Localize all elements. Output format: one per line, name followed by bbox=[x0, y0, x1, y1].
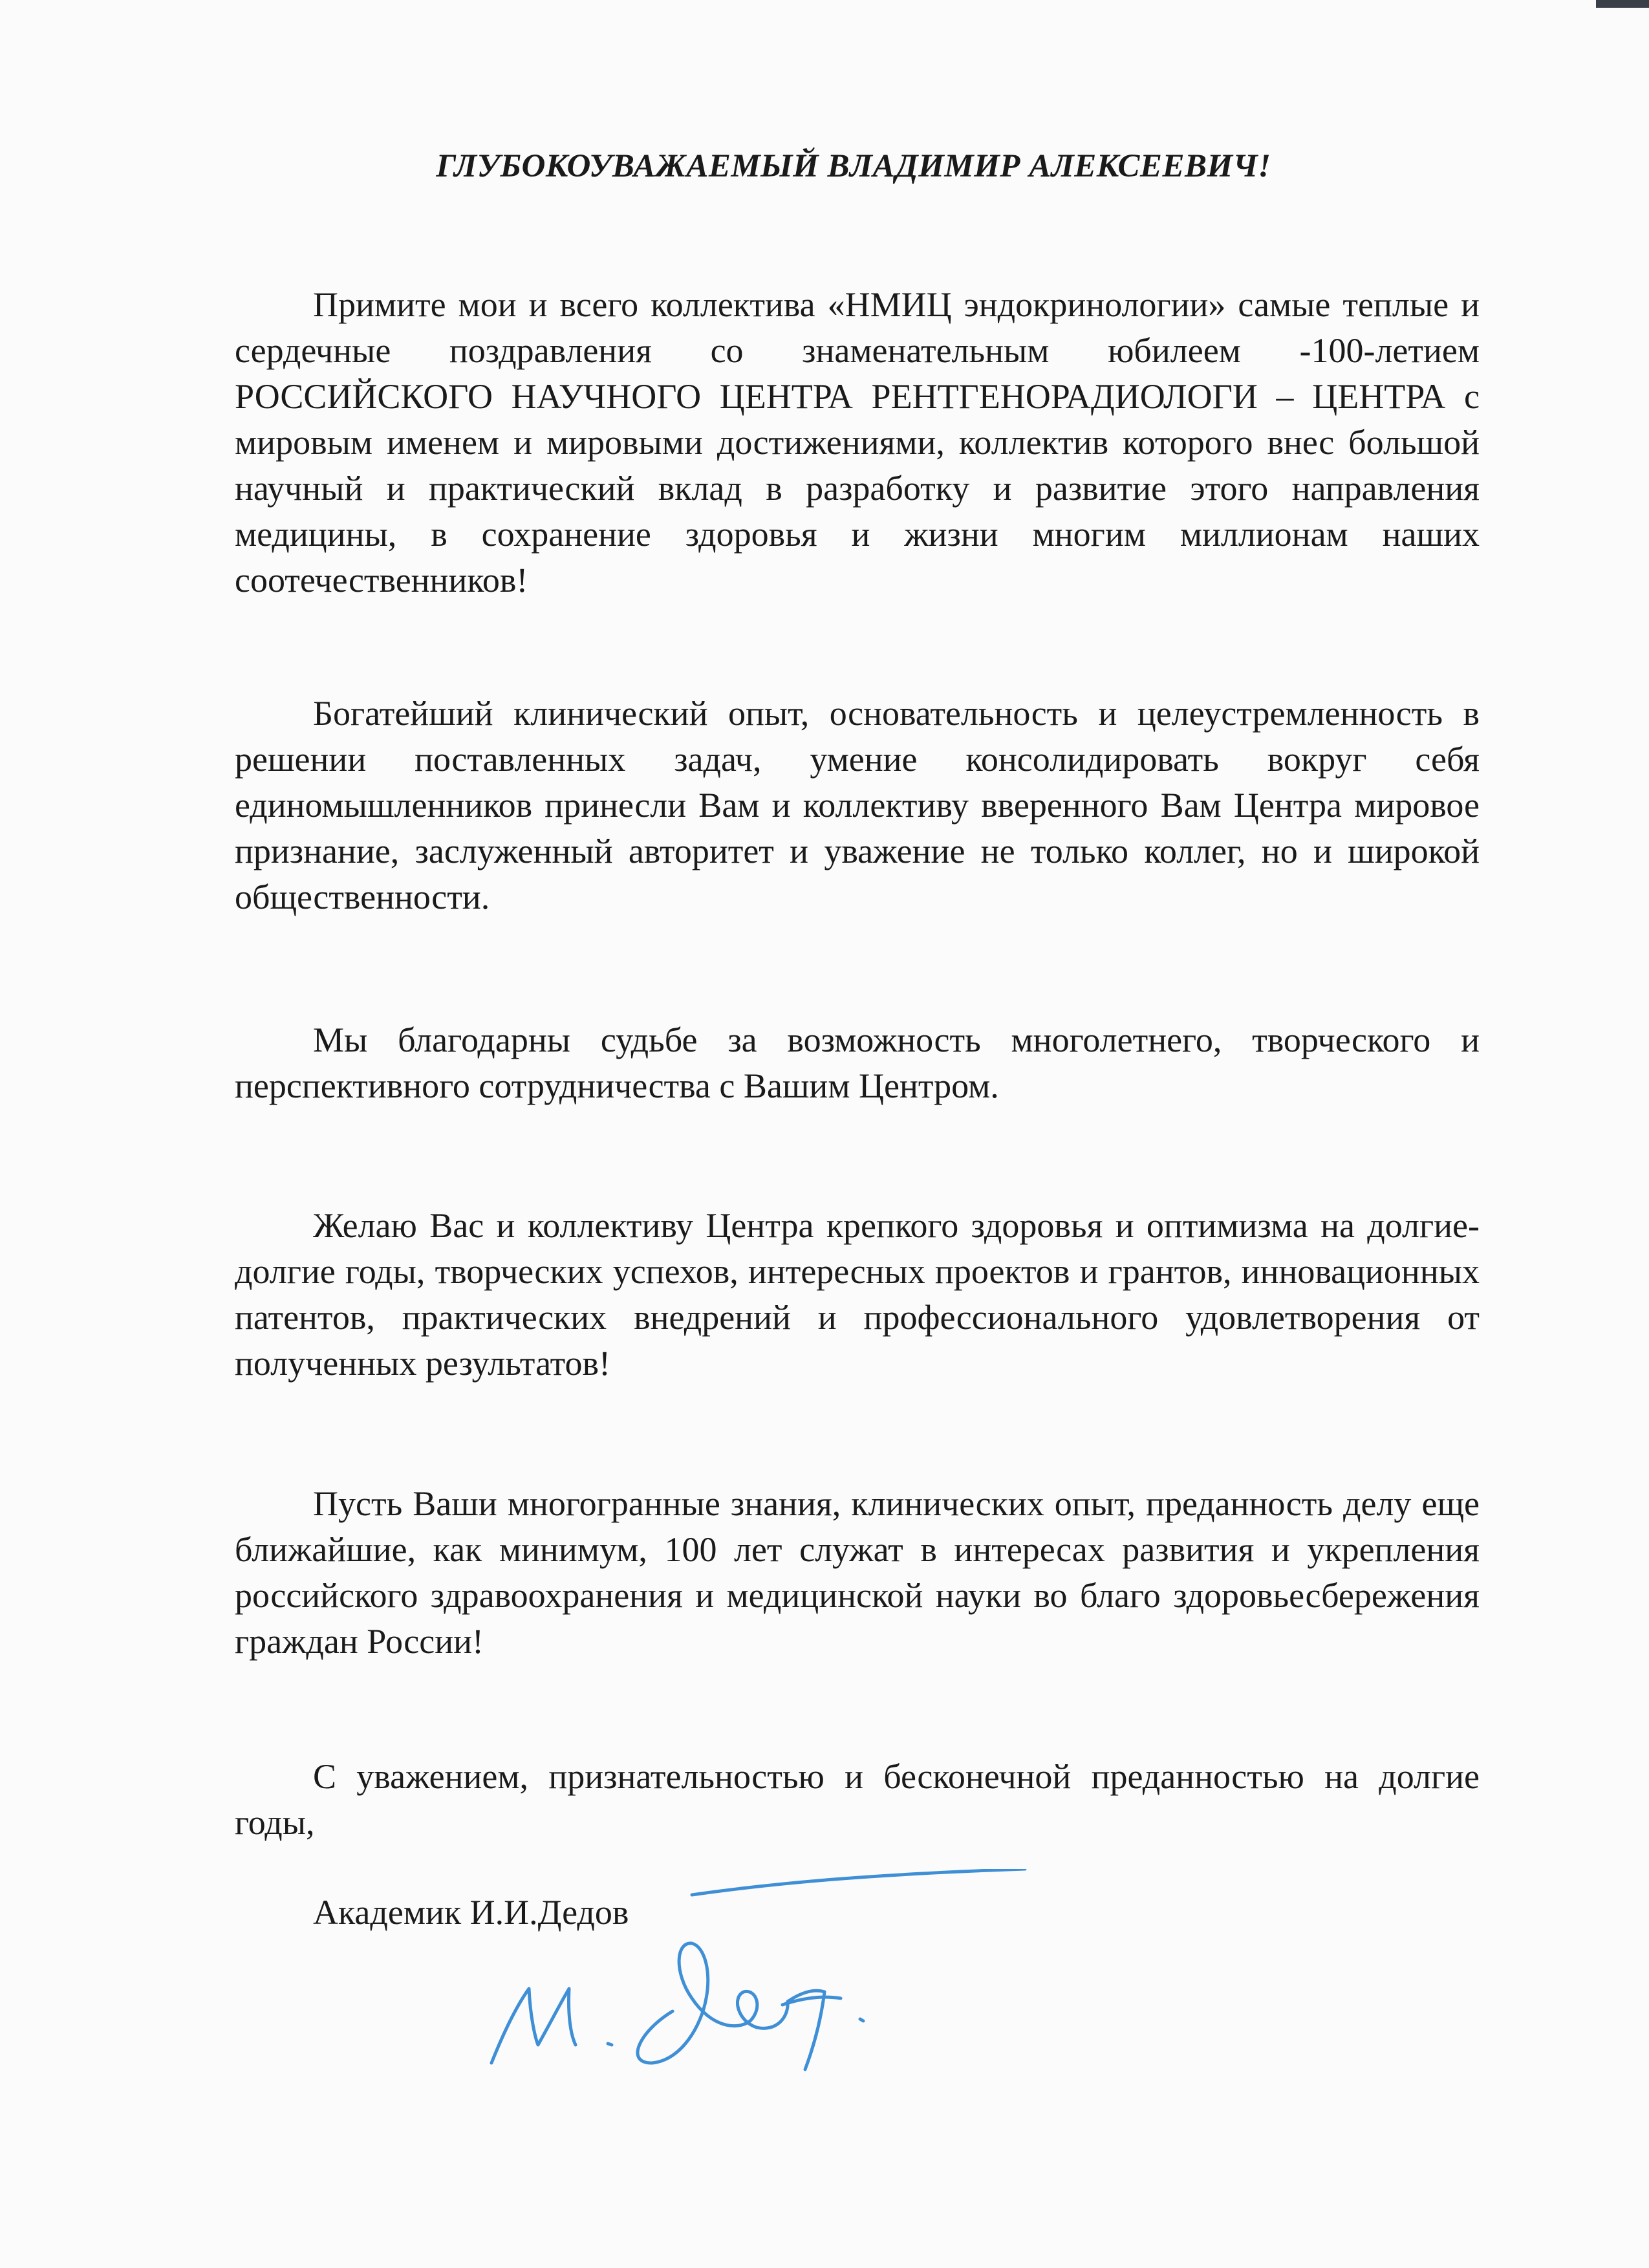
paragraph-congratulations: Примите мои и всего коллектива «НМИЦ эндокринологии» самые теплые и сердечные поздравления со знаменательным юбилеем -100-летием РОССИЙСКОГО НАУЧНОГО ЦЕНТРА РЕНТГЕНОРАДИОЛОГИ – ЦЕНТРА с мировым именем и мировыми достижениями, коллектив которого внес большой научный и практический вклад в разработку и развитие этого направления медицины, в сохранение здоровья и жизни многим миллионам наших соотечественников! bbox=[235, 285, 1480, 599]
handwritten-signature bbox=[479, 1869, 1035, 2089]
paragraph-gratitude: Мы благодарны судьбе за возможность многолетнего, творческого и перспективного сотрудничества с Вашим Центром. bbox=[235, 1021, 1480, 1105]
letter-closing: С уважением, признательностью и бесконечной преданностью на долгие годы, bbox=[235, 1757, 1480, 1842]
paragraph-future: Пусть Ваши многогранные знания, клинических опыт, преданность делу еще ближайшие, как минимум, 100 лет служат в интересах развития и укрепления российского здравоохранения и медицинской науки во благо здоровьесбережения граждан России! bbox=[235, 1484, 1480, 1661]
paragraph-experience: Богатейший клинический опыт, основательность и целеустремленность в решении поставленных задач, умение консолидировать вокруг себя единомышленников принесли Вам и коллективу вверенного Вам Центра мировое признание, заслуженный авторитет и уважение не только коллег, но и широкой общественности. bbox=[235, 694, 1480, 916]
letter-salutation: ГЛУБОКОУВАЖАЕМЫЙ ВЛАДИМИР АЛЕКСЕЕВИЧ! bbox=[436, 148, 1271, 184]
signer-name: Академик И.И.Дедов bbox=[313, 1893, 629, 1932]
signature-strokes bbox=[491, 1869, 1025, 2069]
scan-corner-mark bbox=[1596, 0, 1649, 8]
paragraph-wishes: Желаю Вас и коллективу Центра крепкого здоровья и оптимизма на долгие-долгие годы, творческих успехов, интересных проектов и грантов, инновационных патентов, практических внедрений и профессионального удовлетворения от полученных результатов! bbox=[235, 1206, 1480, 1383]
